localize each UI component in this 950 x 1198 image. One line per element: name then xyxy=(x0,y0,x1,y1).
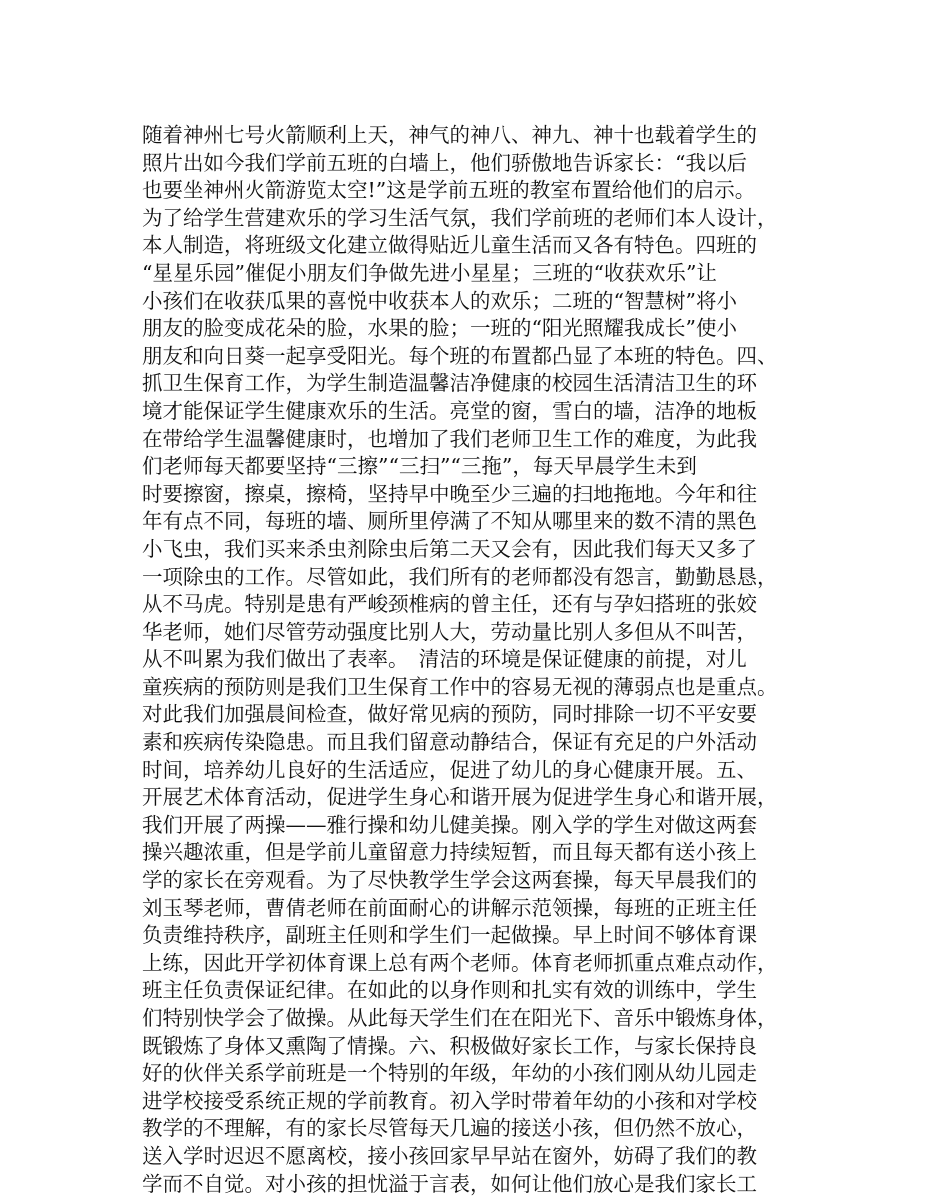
text-line: 朋友和向日葵一起享受阳光。每个班的布置都凸显了本班的特色。四、 xyxy=(142,343,778,368)
text-line: 学而不自觉。对小孩的担忧溢于言表，如何让他们放心是我们家长工 xyxy=(142,1171,757,1196)
text-line: 时间，培养幼儿良好的生活适应，促进了幼儿的身心健康开展。五、 xyxy=(142,757,757,782)
text-line: 操兴趣浓重，但是学前儿童留意力持续短暂，而且每天都有送小孩上 xyxy=(142,840,757,865)
text-line: 班主任负责保证纪律。在如此的以身作则和扎实有效的训练中，学生 xyxy=(142,978,757,1003)
text-line: 学的家长在旁观看。为了尽快教学生学会这两套操，每天早晨我们的 xyxy=(142,868,757,893)
body-text xyxy=(142,122,808,1198)
text-line: 们老师每天都要坚持“三擦”“三扫”“三拖”，每天早晨学生未到 xyxy=(142,454,697,479)
text-line: 照片出如今我们学前五班的白墙上，他们骄傲地告诉家长：“我以后 xyxy=(142,150,747,175)
text-line: 上练，因此开学初体育课上总有两个老师。体育老师抓重点难点动作， xyxy=(142,950,778,975)
text-line: 好的伙伴关系学前班是一个特别的年级，年幼的小孩们刚从幼儿园走 xyxy=(142,1061,757,1086)
text-line: 华老师，她们尽管劳动强度比别人大，劳动量比别人多但从不叫苦， xyxy=(142,619,757,644)
text-line: 年有点不同，每班的墙、厕所里停满了不知从哪里来的数不清的黑色 xyxy=(142,509,757,534)
text-line: 为了给学生营建欢乐的学习生活气氛，我们学前班的老师们本人设计， xyxy=(142,205,778,230)
text-line: 素和疾病传染隐患。而且我们留意动静结合，保证有充足的户外活动 xyxy=(142,730,757,755)
text-line: 随着神州七号火箭顺利上天，神气的神八、神九、神十也载着学生的 xyxy=(142,123,757,147)
text-line: 送入学时迟迟不愿离校，接小孩回家早早站在窗外，妨碍了我们的教 xyxy=(142,1143,757,1168)
text-line: 童疾病的预防则是我们卫生保育工作中的容易无视的薄弱点也是重点。 xyxy=(142,674,778,699)
text-line: “星星乐园”催促小朋友们争做先进小星星；三班的“收获欢乐”让 xyxy=(142,260,717,285)
text-line: 在带给学生温馨健康时，也增加了我们老师卫生工作的难度，为此我 xyxy=(142,426,757,451)
text-line: 负责维持秩序，副班主任则和学生们一起做操。早上时间不够体育课 xyxy=(142,923,757,948)
text-line: 抓卫生保育工作，为学生制造温馨洁净健康的校园生活清洁卫生的环 xyxy=(142,371,757,396)
text-line: 境才能保证学生健康欢乐的生活。亮堂的窗，雪白的墙，洁净的地板 xyxy=(142,398,757,423)
text-line: 开展艺术体育活动，促进学生身心和谐开展为促进学生身心和谐开展， xyxy=(142,785,778,810)
text-line: 小飞虫，我们买来杀虫剂除虫后第二天又会有，因此我们每天又多了 xyxy=(142,536,757,561)
text-line: 进学校接受系统正规的学前教育。初入学时带着年幼的小孩和对学校 xyxy=(142,1088,757,1113)
text-line: 我们开展了两操——雅行操和幼儿健美操。刚入学的学生对做这两套 xyxy=(142,812,757,837)
text-line: 也要坐神州火箭游览太空!”这是学前五班的教室布置给他们的启示。 xyxy=(142,178,756,203)
text-line: 刘玉琴老师，曹倩老师在前面耐心的讲解示范领操，每班的正班主任 xyxy=(142,895,757,920)
text-line: 对此我们加强晨间检查，做好常见病的预防，同时排除一切不平安要 xyxy=(142,702,757,727)
text-line: 小孩们在收获瓜果的喜悦中收获本人的欢乐；二班的“智慧树”将小 xyxy=(142,288,737,313)
text-line: 教学的不理解，有的家长尽管每天几遍的接送小孩，但仍然不放心， xyxy=(142,1116,757,1141)
text-line: 朋友的脸变成花朵的脸，水果的脸；一班的“阳光照耀我成长”使小 xyxy=(142,316,737,341)
text-line: 本人制造，将班级文化建立做得贴近儿童生活而又各有特色。四班的 xyxy=(142,233,757,258)
text-line: 从不马虎。特别是患有严峻颈椎病的曾主任，还有与孕妇搭班的张姣 xyxy=(142,592,757,617)
text-line: 们特别快学会了做操。从此每天学生们在在阳光下、音乐中锻炼身体， xyxy=(142,1006,778,1030)
text-line: 时要擦窗，擦桌，擦椅，坚持早中晚至少三遍的扫地拖地。今年和往 xyxy=(142,481,757,506)
text-line: 既锻炼了身体又熏陶了情操。六、积极做好家长工作，与家长保持良 xyxy=(142,1033,757,1058)
text-line: 一项除虫的工作。尽管如此，我们所有的老师都没有怨言，勤勤恳恳， xyxy=(142,564,778,589)
text-line: 从不叫累为我们做出了表率。 清洁的环境是保证健康的前提，对儿 xyxy=(142,647,747,672)
